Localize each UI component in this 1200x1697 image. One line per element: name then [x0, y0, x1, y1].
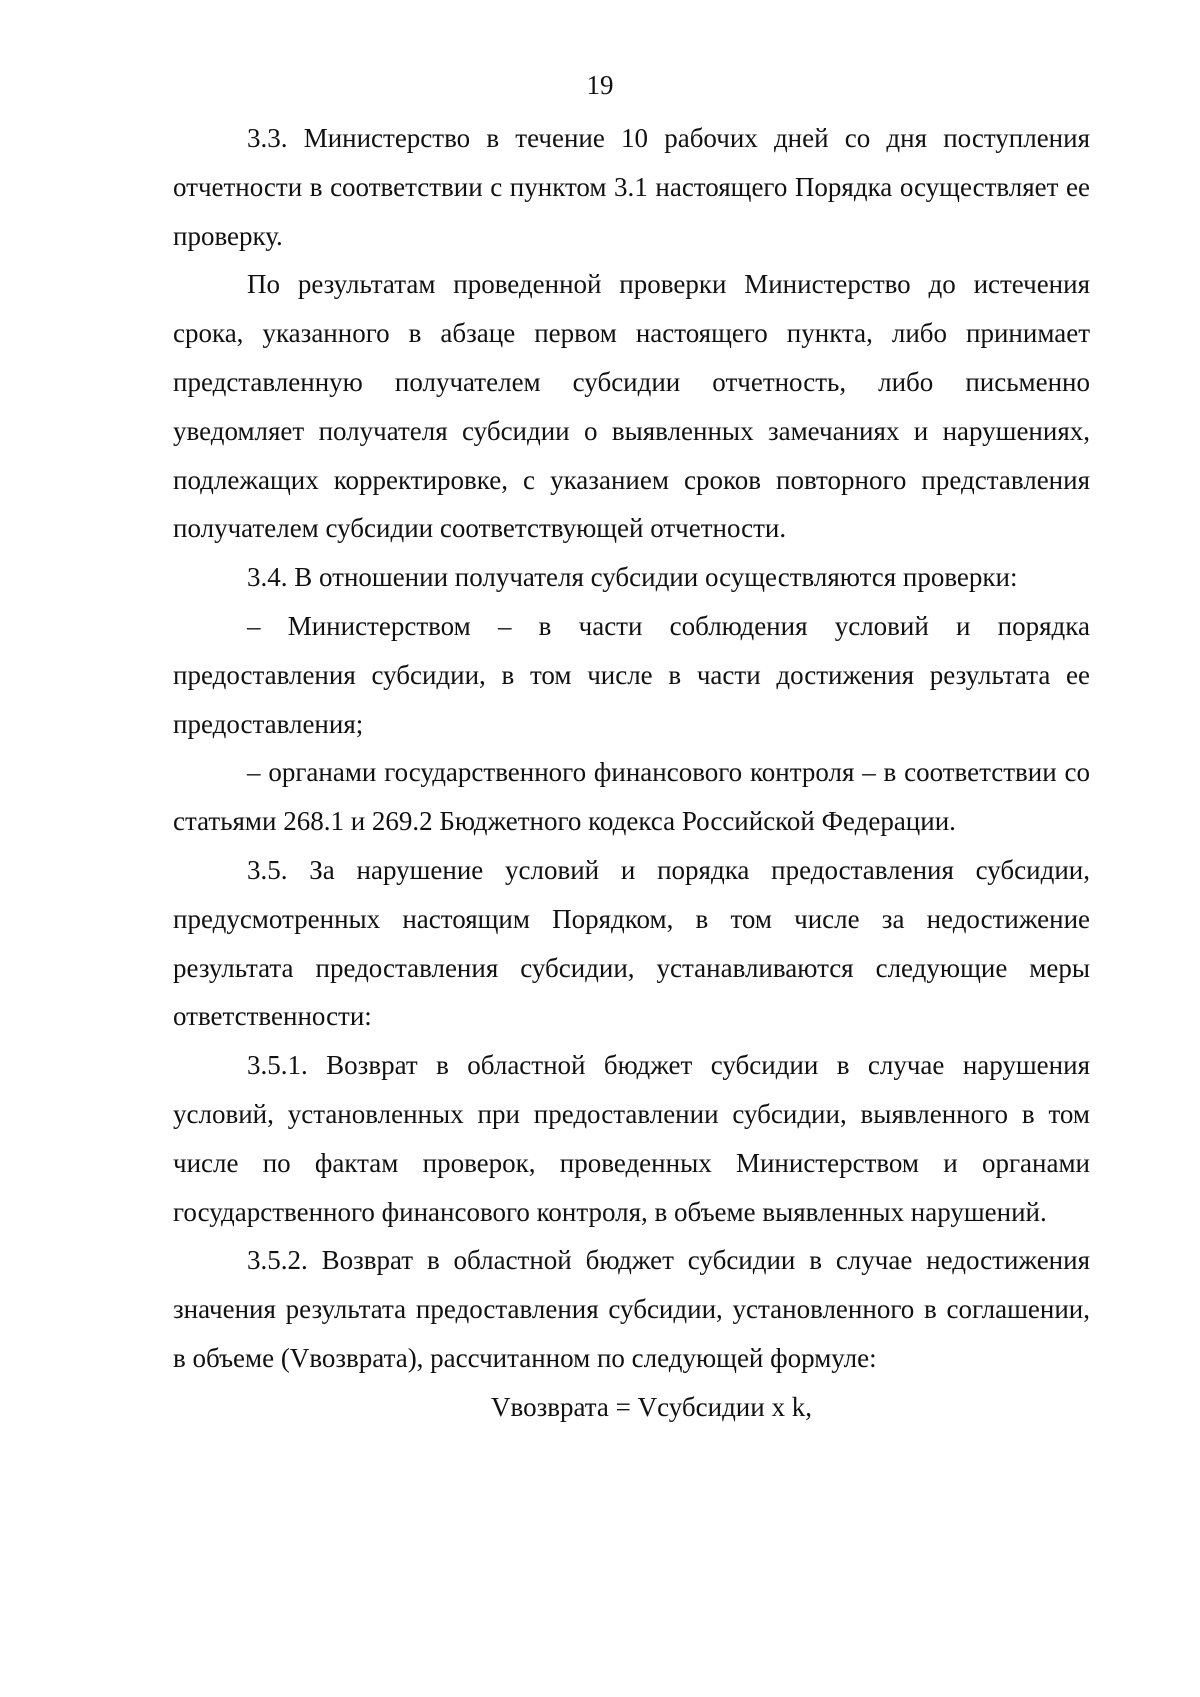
document-body: [173, 114, 1090, 1432]
page-number: 19: [586, 70, 614, 100]
paragraph-3-5-1: 3.5.1. Возврат в областной бюджет субсидии в случае нарушения условий, установленных при предоставлении субсидии, выявленного в том числе по фактам проверок, проведенных Министерством и органами государственного финансового контроля, в объеме выявленных нарушений.: [173, 1050, 1090, 1227]
paragraph-3-5-2: 3.5.2. Возврат в областной бюджет субсидии в случае недостижения значения результата предоставления субсидии, установленного в соглашении, в объеме (Vвозврата), рассчитанном по следующей формуле:: [173, 1245, 1090, 1373]
formula: Vвозврата = Vсубсидии x k,: [491, 1391, 812, 1422]
paragraph-3-3: 3.3. Министерство в течение 10 рабочих дней со дня поступления отчетности в соответствии с пунктом 3.1 настоящего Порядка осуществляет ее проверку.: [173, 123, 1090, 251]
paragraph-3-3-results: По результатам проведенной проверки Министерство до истечения срока, указанного в абзаце первом настоящего пункта, либо принимает представленную получателем субсидии отчетность, либо письменно уведомляет получателя субсидии о выявленных замечаниях и нарушениях, подлежащих корректировке, с указанием сроков повторного представления получателем субсидии соответствующей отчетности.: [173, 269, 1090, 544]
paragraph-3-4-ministry: – Министерством – в части соблюдения условий и порядка предоставления субсидии, в том числе в части достижения результата ее предоставления;: [173, 610, 1090, 739]
paragraph-3-5: 3.5. За нарушение условий и порядка предоставления субсидии, предусмотренных настоящим Порядком, в том числе за недостижение результата предоставления субсидии, устанавливаются следующие меры ответственности:: [173, 854, 1090, 1032]
paragraph-3-4-control-bodies: – органами государственного финансового контроля – в соответствии со статьями 268.1 и 269.2 Бюджетного кодекса Российской Федерации.: [173, 757, 1090, 837]
paragraph-3-4: 3.4. В отношении получателя субсидии осуществляются проверки:: [247, 562, 1018, 593]
